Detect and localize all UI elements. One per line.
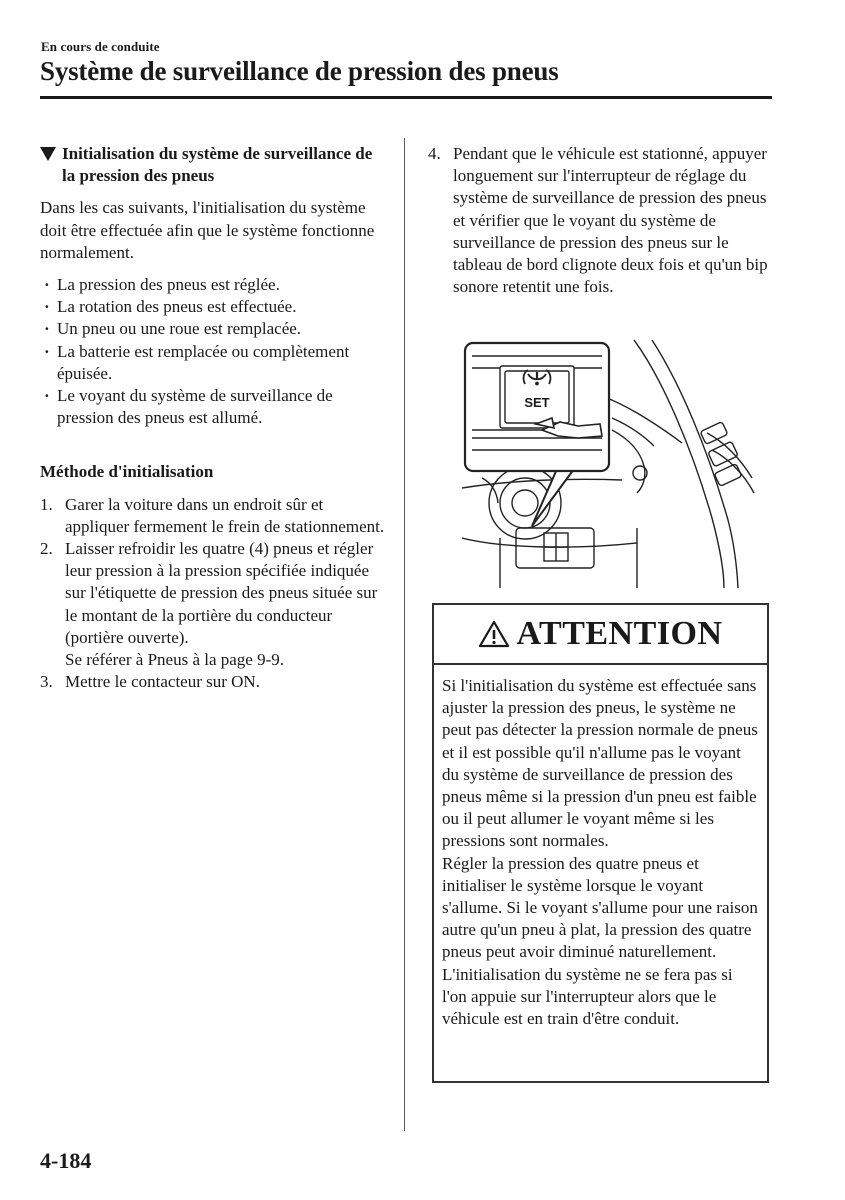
step-text: Garer la voiture dans un endroit sûr et appliquer fermement le frein de stationnement. [65,494,385,536]
page-title: Système de surveillance de pression des pneus [40,56,559,86]
page-number: 4-184 [40,1148,92,1173]
step-item [40,671,385,693]
section-heading-text: Initialisation du système de surveillance de la pression des pneus [62,144,373,186]
steps-list-continued [428,143,773,298]
conditions-list [40,274,385,429]
steps-list [40,494,385,694]
list-item: · Le voyant du système de surveillance de pression des pneus est allumé. [40,385,385,429]
attention-paragraph: Régler la pression des quatre pneus et initialiser le système lorsque le voyant s'allume. Si le voyant s'allume pour une raison autre qu'un pneu à plat, la pression des quatre pneus peut avoir diminué naturellement. [442,853,758,962]
step-item [40,494,385,538]
attention-body [434,665,767,1030]
left-column [40,143,385,693]
step-number: 2. [40,539,53,559]
method-heading: Méthode d'initialisation [40,462,214,482]
header-rule [40,96,772,99]
triangle-marker-icon [40,147,56,161]
step-number: 4. [428,144,441,163]
intro-paragraph: Dans les cas suivants, l'initialisation du système doit être effectuée afin que le système fonctionne normalement. [40,198,375,262]
step-text: Laisser refroidir les quatre (4) pneus et régler leur pression à la pression spécifiée indiquée sur l'étiquette de pression des pneus située sur le montant de la portière du conducteur (portière ouverte). [65,539,378,647]
attention-paragraph: L'initialisation du système ne se fera pas si l'on appuie sur l'interrupteur alors que le véhicule est en train d'être conduit. [442,964,733,1029]
step-text: Pendant que le véhicule est stationné, appuyer longuement sur l'interrupteur de réglage du système de surveillance de pression des pneus et vérifier que le voyant du système de surveillance de pression des pneus sur le tableau de bord clignote deux fois et qu'un bip sonore retentit une fois. [453,144,768,297]
list-item: · La rotation des pneus est effectuée. [40,296,385,318]
column-divider [404,138,405,1131]
right-column [428,143,773,298]
section-heading [40,143,385,187]
step-text: Mettre le contacteur sur ON. [65,672,260,692]
attention-header [434,605,767,665]
section-label: En cours de conduite [41,39,160,54]
dashboard-illustration [462,338,772,588]
step-item [428,143,773,298]
warning-triangle-icon [478,620,510,648]
list-item: · Un pneu ou une roue est remplacée. [40,318,385,340]
attention-paragraph: Si l'initialisation du système est effectuée sans ajuster la pression des pneus, le système ne peut pas détecter la pression normale de pneus et il est possible qu'il n'allume pas le voyant du système de surveillance de pression des pneus même si la pression d'un pneu est faible ou il peut allumer le voyant même si les pressions sont normales. [442,676,758,851]
step-number: 3. [40,672,53,692]
set-button-label: SET [524,395,550,410]
step-number: 1. [40,494,53,514]
list-item: · La pression des pneus est réglée. [40,274,385,296]
list-item: · La batterie est remplacée ou complètement épuisée. [40,341,385,385]
attention-title: ATTENTION [516,615,723,652]
step-note: Se référer à Pneus à la page 9-9. [65,650,285,670]
step-item [40,538,385,671]
attention-box [432,603,769,1083]
